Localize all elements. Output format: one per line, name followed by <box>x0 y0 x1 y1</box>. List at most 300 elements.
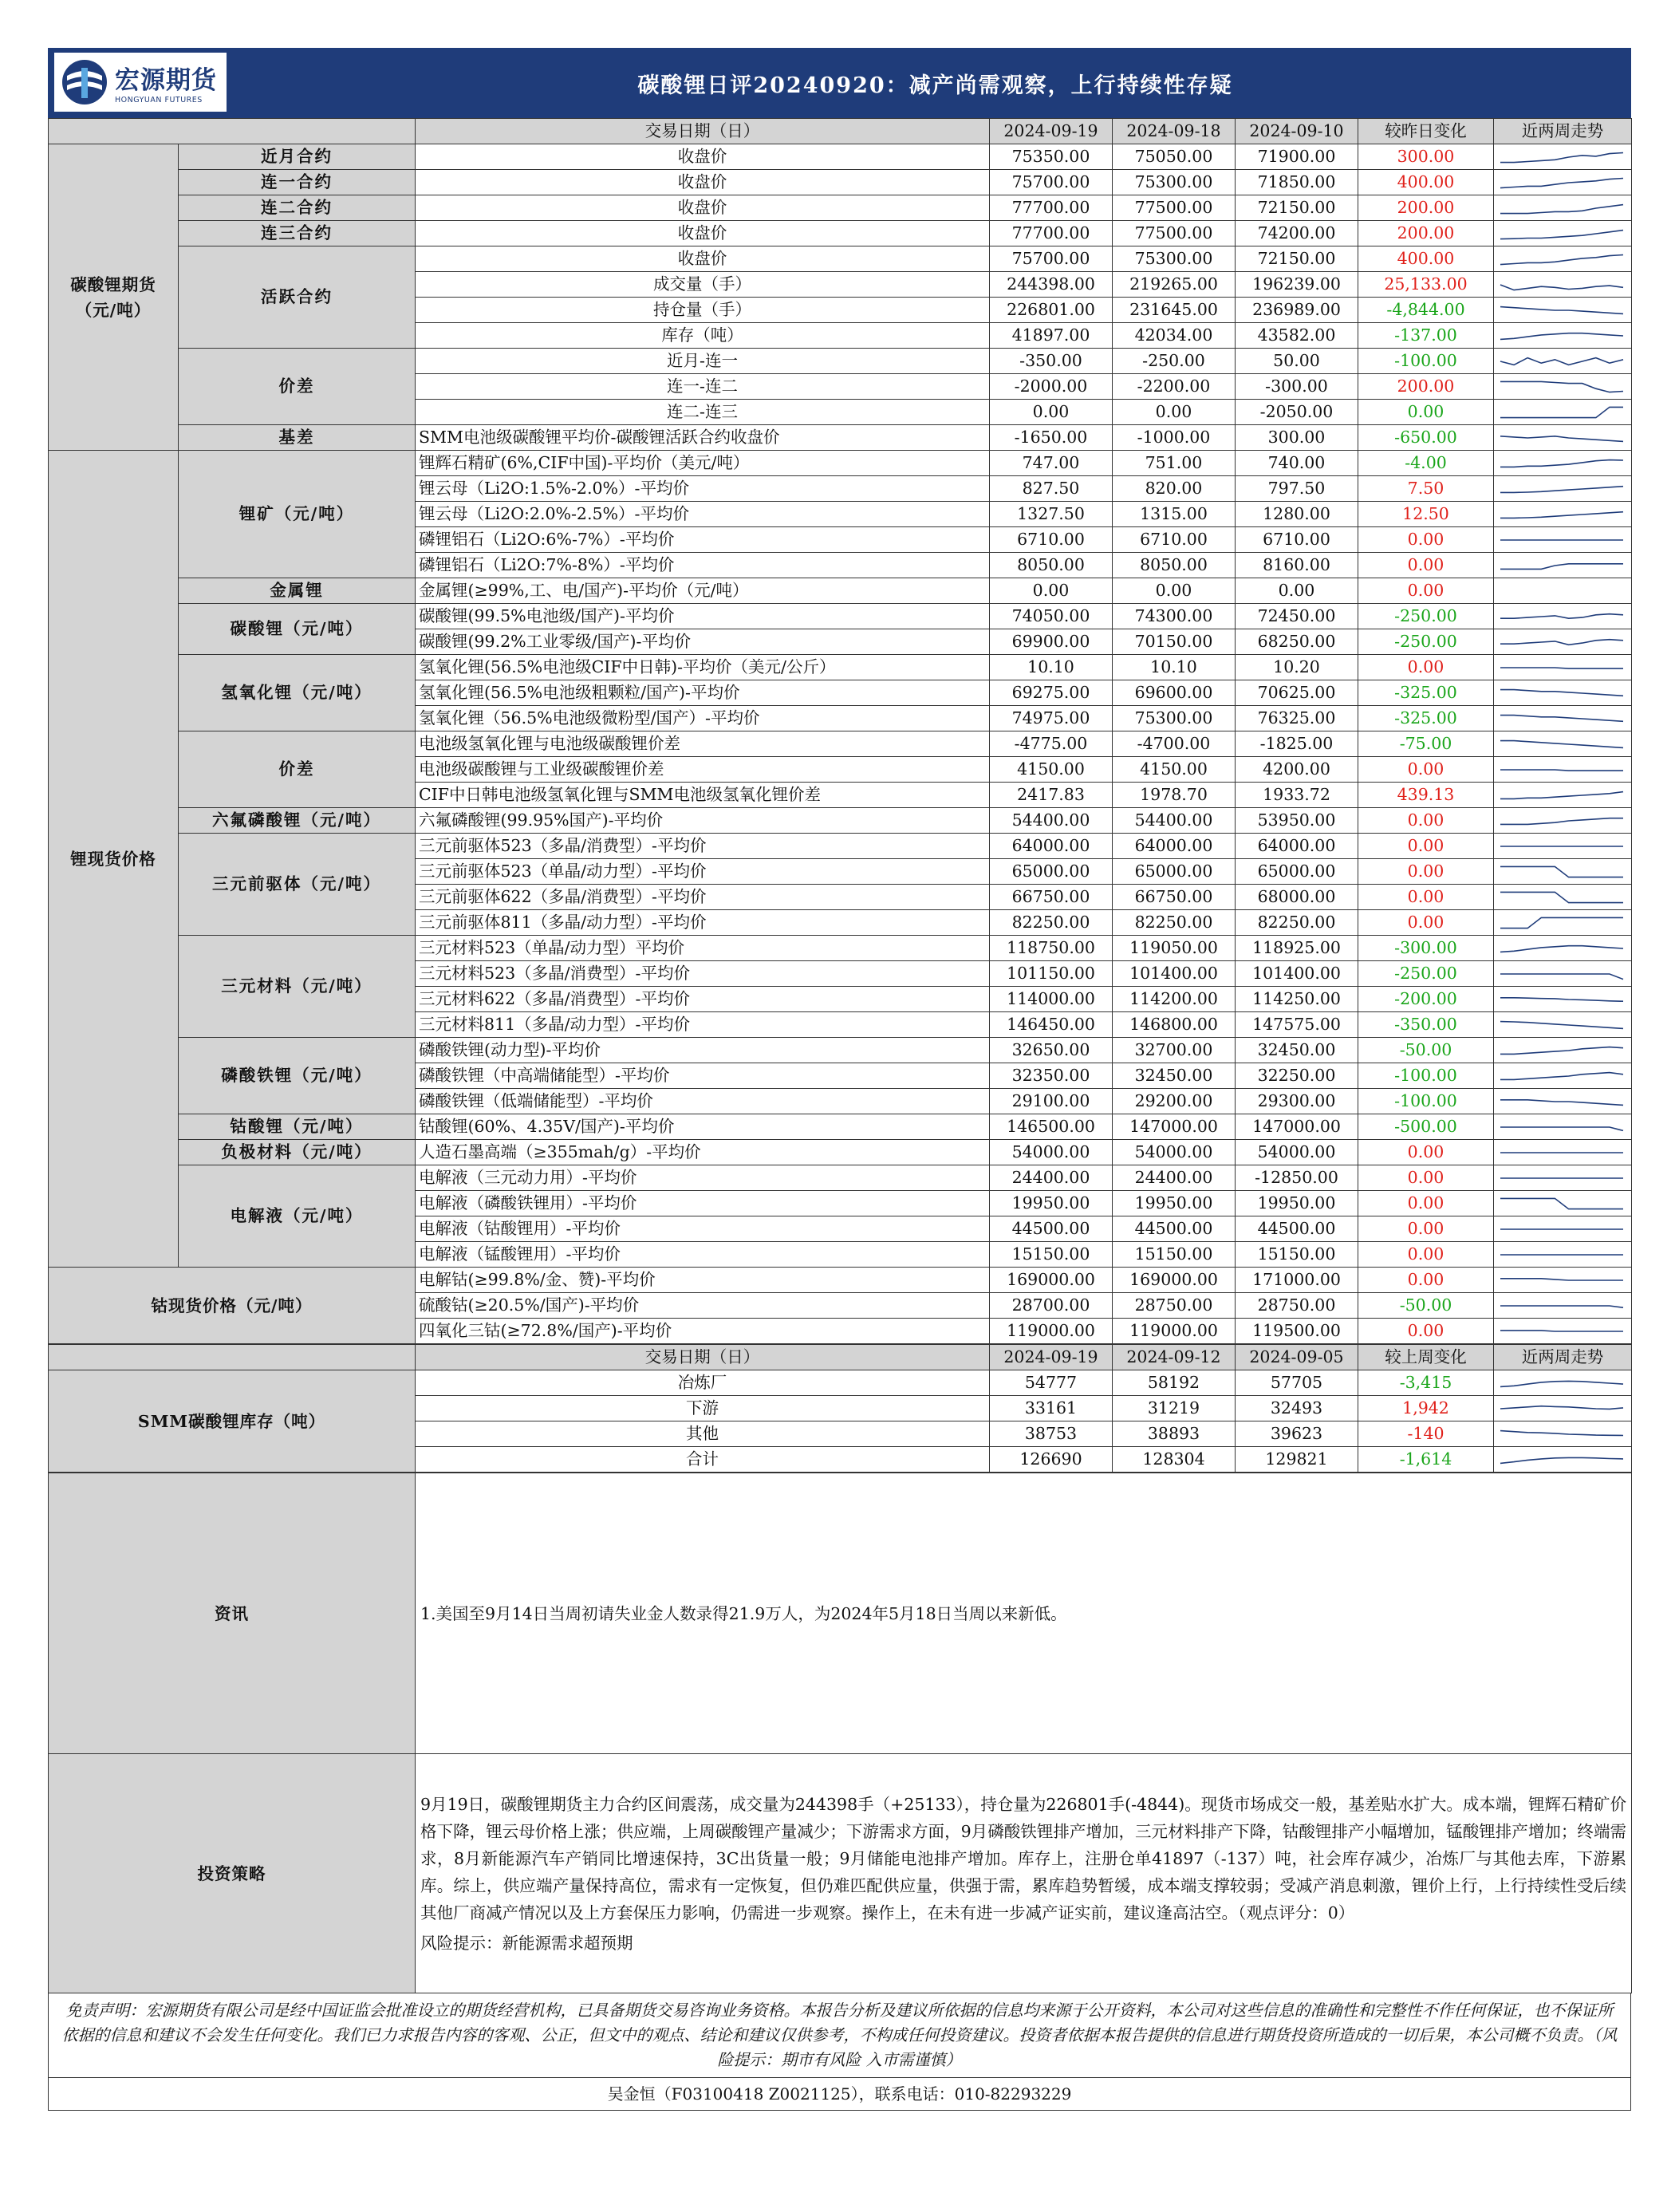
trend-sparkline <box>1494 1192 1630 1216</box>
change-cell: 25,133.00 <box>1358 272 1494 298</box>
sparkline <box>1500 1306 1623 1307</box>
value-cell: 797.50 <box>1236 476 1358 502</box>
change-cell: 400.00 <box>1358 246 1494 272</box>
value-cell: 38893 <box>1113 1421 1236 1447</box>
trend-cell <box>1494 144 1632 170</box>
sparkline <box>1500 178 1623 187</box>
trend-cell <box>1494 783 1632 808</box>
change-cell: 0.00 <box>1358 1216 1494 1242</box>
value-cell: 19950.00 <box>1236 1191 1358 1216</box>
row-item: 电解液（磷酸铁锂用）-平均价 <box>416 1191 990 1216</box>
value-cell: 39623 <box>1236 1421 1358 1447</box>
row-item: 三元材料523（多晶/消费型）-平均价 <box>416 961 990 987</box>
table-row <box>49 731 1632 757</box>
value-cell: -12850.00 <box>1236 1165 1358 1191</box>
change-cell: 400.00 <box>1358 170 1494 195</box>
table-row <box>49 195 1632 221</box>
value-cell: 32450.00 <box>1113 1063 1236 1089</box>
trend-sparkline <box>1494 375 1630 399</box>
value-cell: 71850.00 <box>1236 170 1358 195</box>
row-subcategory: 基差 <box>179 425 416 451</box>
change-cell: 7.50 <box>1358 476 1494 502</box>
row-item: 人造石墨高端（≥355mah/g）-平均价 <box>416 1140 990 1165</box>
value-cell: 72450.00 <box>1236 604 1358 629</box>
trend-sparkline <box>1494 1268 1630 1292</box>
trend-cell <box>1494 527 1632 553</box>
trend-cell <box>1494 834 1632 859</box>
trend-sparkline <box>1494 656 1630 680</box>
column-header: 交易日期（日） <box>416 1345 990 1370</box>
value-cell: 0.00 <box>990 578 1113 604</box>
value-cell: 0.00 <box>990 400 1113 425</box>
value-cell: 68000.00 <box>1236 885 1358 910</box>
trend-cell <box>1494 451 1632 476</box>
row-subcategory: 连一合约 <box>179 170 416 195</box>
change-cell: 0.00 <box>1358 808 1494 834</box>
value-cell: 32700.00 <box>1113 1038 1236 1063</box>
value-cell: 15150.00 <box>1236 1242 1358 1268</box>
row-item: 锂云母（Li2O:2.0%-2.5%）-平均价 <box>416 502 990 527</box>
trend-sparkline <box>1494 1294 1630 1318</box>
value-cell: 0.00 <box>1113 400 1236 425</box>
sparkline <box>1500 1406 1623 1409</box>
value-cell: 146800.00 <box>1113 1012 1236 1038</box>
value-cell: 69900.00 <box>990 629 1113 655</box>
row-item: 氢氧化锂（56.5%电池级微粉型/国产）-平均价 <box>416 706 990 731</box>
value-cell: 19950.00 <box>1113 1191 1236 1216</box>
trend-sparkline <box>1494 911 1630 935</box>
value-cell: 41897.00 <box>990 323 1113 349</box>
row-item: 锂云母（Li2O:1.5%-2.0%）-平均价 <box>416 476 990 502</box>
trend-sparkline <box>1494 1115 1630 1139</box>
row-item: 磷酸铁锂(动力型)-平均价 <box>416 1038 990 1063</box>
value-cell: 32350.00 <box>990 1063 1113 1089</box>
table-row <box>49 425 1632 451</box>
sparkline <box>1500 613 1623 618</box>
report-page <box>48 48 1631 2111</box>
row-subcategory: 六氟磷酸锂（元/吨） <box>179 808 416 834</box>
value-cell: -250.00 <box>1113 349 1236 374</box>
spot-group-label: 锂现货价格 <box>49 451 179 1268</box>
row-item: 电解液（三元动力用）-平均价 <box>416 1165 990 1191</box>
row-subcategory: 价差 <box>179 349 416 425</box>
row-item: 磷锂铝石（Li2O:7%-8%）-平均价 <box>416 553 990 578</box>
table-row <box>49 170 1632 195</box>
value-cell: 74050.00 <box>990 604 1113 629</box>
value-cell: -1825.00 <box>1236 731 1358 757</box>
trend-sparkline <box>1494 834 1630 858</box>
value-cell: -2000.00 <box>990 374 1113 400</box>
change-cell: 0.00 <box>1358 527 1494 553</box>
sparkline <box>1500 1330 1623 1331</box>
value-cell: -4700.00 <box>1113 731 1236 757</box>
row-item: 收盘价 <box>416 195 990 221</box>
trend-cell <box>1494 578 1632 604</box>
trend-cell <box>1494 629 1632 655</box>
row-subcategory: 电解液（元/吨） <box>179 1165 416 1268</box>
row-item: 三元材料622（多晶/消费型）-平均价 <box>416 987 990 1012</box>
trend-sparkline <box>1494 860 1630 884</box>
sparkline <box>1500 152 1623 162</box>
trend-sparkline <box>1494 936 1630 960</box>
value-cell: 54777 <box>990 1370 1113 1396</box>
trend-sparkline <box>1494 1166 1630 1190</box>
trend-cell <box>1494 425 1632 451</box>
row-item: 连二-连三 <box>416 400 990 425</box>
inventory-group-label: SMM碳酸锂库存（吨） <box>49 1370 416 1473</box>
futures-group-label: 碳酸锂期货（元/吨） <box>49 144 179 451</box>
row-item: 连一-连二 <box>416 374 990 400</box>
value-cell: 57705 <box>1236 1370 1358 1396</box>
trend-cell <box>1494 221 1632 246</box>
change-cell: 0.00 <box>1358 1242 1494 1268</box>
trend-sparkline <box>1494 171 1630 195</box>
sparkline <box>1500 689 1623 696</box>
logo-en-text: HONGYUAN FUTURES <box>115 96 203 104</box>
value-cell: 8050.00 <box>1113 553 1236 578</box>
trend-sparkline <box>1494 962 1630 986</box>
trend-sparkline <box>1494 1039 1630 1063</box>
row-item: 电解液（钴酸锂用）-平均价 <box>416 1216 990 1242</box>
row-item: 收盘价 <box>416 170 990 195</box>
change-cell: -325.00 <box>1358 680 1494 706</box>
value-cell: 146500.00 <box>990 1114 1113 1140</box>
value-cell: 129821 <box>1236 1447 1358 1473</box>
value-cell: 4150.00 <box>990 757 1113 783</box>
trend-sparkline <box>1494 732 1630 756</box>
value-cell: 10.20 <box>1236 655 1358 680</box>
value-cell: 114000.00 <box>990 987 1113 1012</box>
value-cell: -1000.00 <box>1113 425 1236 451</box>
change-cell: -650.00 <box>1358 425 1494 451</box>
trend-sparkline <box>1494 579 1630 603</box>
trend-cell <box>1494 272 1632 298</box>
change-cell: -250.00 <box>1358 604 1494 629</box>
value-cell: 65000.00 <box>1113 859 1236 885</box>
row-item: 三元前驱体811（多晶/动力型）-平均价 <box>416 910 990 936</box>
trend-sparkline <box>1494 273 1630 297</box>
change-cell: -350.00 <box>1358 1012 1494 1038</box>
table-row <box>49 1114 1632 1140</box>
change-cell: -50.00 <box>1358 1293 1494 1319</box>
value-cell: 77700.00 <box>990 221 1113 246</box>
change-cell: -100.00 <box>1358 1063 1494 1089</box>
value-cell: 68250.00 <box>1236 629 1358 655</box>
row-item: 碳酸锂(99.5%电池级/国产)-平均价 <box>416 604 990 629</box>
change-cell: 300.00 <box>1358 144 1494 170</box>
sparkline <box>1500 1381 1623 1386</box>
value-cell: -300.00 <box>1236 374 1358 400</box>
trend-sparkline <box>1494 451 1630 475</box>
table-row <box>49 1268 1632 1293</box>
trend-cell <box>1494 170 1632 195</box>
row-item: 磷酸铁锂（低端储能型）-平均价 <box>416 1089 990 1114</box>
table-row <box>49 834 1632 859</box>
value-cell: 118925.00 <box>1236 936 1358 961</box>
table-row <box>49 604 1632 629</box>
change-cell: -3,415 <box>1358 1370 1494 1396</box>
value-cell: 19950.00 <box>990 1191 1113 1216</box>
trend-cell <box>1494 859 1632 885</box>
trend-sparkline <box>1494 554 1630 578</box>
value-cell: 66750.00 <box>1113 885 1236 910</box>
change-cell: -140 <box>1358 1421 1494 1447</box>
disclaimer: 免责声明：宏源期货有限公司是经中国证监会批准设立的期货经营机构，已具备期货交易咨询业务资格。本报告分析及建议所依据的信息均来源于公开资料，本公司对这些信息的准确性和完整性不作任何保证，也不保证所依据的信息和建议不会发生任何变化。我们已力求报告内容的客观、公正，但文中的观点、结论和建议仅供参考，不构成任何投资建议。投资者依据本报告提供的信息进行期货投资所造成的一切后果，本公司概不负责。（风险提示：期市有风险 入市需谨慎） <box>61 2001 1618 2069</box>
column-header: 近两周走势 <box>1494 119 1632 144</box>
change-cell: 0.00 <box>1358 1268 1494 1293</box>
footer <box>48 1993 1631 2111</box>
logo-mark-icon <box>61 58 108 106</box>
value-cell: 6710.00 <box>1113 527 1236 553</box>
trend-sparkline <box>1494 145 1630 169</box>
value-cell: 29200.00 <box>1113 1089 1236 1114</box>
sparkline <box>1500 254 1623 264</box>
value-cell: 0.00 <box>1113 578 1236 604</box>
trend-cell <box>1494 298 1632 323</box>
cobalt-group-label: 钴现货价格（元/吨） <box>49 1268 416 1344</box>
sparkline <box>1500 866 1623 877</box>
value-cell: 147000.00 <box>1113 1114 1236 1140</box>
value-cell: 75050.00 <box>1113 144 1236 170</box>
change-cell: 0.00 <box>1358 859 1494 885</box>
trend-sparkline <box>1494 809 1630 833</box>
trend-sparkline <box>1494 349 1630 373</box>
strategy-label: 投资策略 <box>49 1754 416 1993</box>
trend-sparkline <box>1494 707 1630 731</box>
change-cell: -325.00 <box>1358 706 1494 731</box>
report-header <box>48 48 1631 118</box>
value-cell: 54000.00 <box>1113 1140 1236 1165</box>
trend-cell <box>1494 885 1632 910</box>
value-cell: 1315.00 <box>1113 502 1236 527</box>
trend-cell <box>1494 680 1632 706</box>
trend-cell <box>1494 1396 1632 1421</box>
change-cell: -300.00 <box>1358 936 1494 961</box>
row-item: 三元前驱体523（多晶/消费型）-平均价 <box>416 834 990 859</box>
sparkline <box>1500 357 1623 365</box>
news-text: 1.美国至9月14日当周初请失业金人数录得21.9万人，为2024年5月18日当周以来新低。 <box>416 1473 1632 1754</box>
trend-cell <box>1494 195 1632 221</box>
trend-sparkline <box>1494 1141 1630 1165</box>
trend-cell <box>1494 502 1632 527</box>
trend-sparkline <box>1494 681 1630 705</box>
trend-sparkline <box>1494 1448 1630 1472</box>
value-cell: 244398.00 <box>990 272 1113 298</box>
trend-cell <box>1494 1012 1632 1038</box>
sparkline <box>1500 974 1623 980</box>
report-title: 碳酸锂日评20240920：减产尚需观察，上行持续性存疑 <box>637 73 1233 98</box>
value-cell: 29100.00 <box>990 1089 1113 1114</box>
change-cell: 0.00 <box>1358 400 1494 425</box>
trend-cell <box>1494 1421 1632 1447</box>
value-cell: 751.00 <box>1113 451 1236 476</box>
row-item: 氢氧化锂(56.5%电池级CIF中日韩)-平均价（美元/公斤） <box>416 655 990 680</box>
change-cell: 0.00 <box>1358 553 1494 578</box>
row-item: 碳酸锂(99.2%工业零级/国产)-平均价 <box>416 629 990 655</box>
trend-sparkline <box>1494 426 1630 450</box>
column-header: 2024-09-19 <box>990 119 1113 144</box>
row-item: 冶炼厂 <box>416 1370 990 1396</box>
trend-sparkline <box>1494 222 1630 246</box>
value-cell: 74300.00 <box>1113 604 1236 629</box>
sparkline <box>1500 1198 1623 1209</box>
price-table <box>48 118 1632 1344</box>
row-item: 三元材料523（单晶/动力型）平均价 <box>416 936 990 961</box>
trend-cell <box>1494 1038 1632 1063</box>
sparkline <box>1500 1072 1623 1079</box>
column-header: 较上周变化 <box>1358 1345 1494 1370</box>
value-cell: 70625.00 <box>1236 680 1358 706</box>
trend-sparkline <box>1494 298 1630 322</box>
trend-sparkline <box>1494 1397 1630 1421</box>
value-cell: 32250.00 <box>1236 1063 1358 1089</box>
column-header: 较昨日变化 <box>1358 119 1494 144</box>
row-item: 电解钴(≥99.8%/金、赞)-平均价 <box>416 1268 990 1293</box>
trend-cell <box>1494 1268 1632 1293</box>
trend-cell <box>1494 757 1632 783</box>
change-cell: 200.00 <box>1358 221 1494 246</box>
table-row <box>49 578 1632 604</box>
value-cell: 169000.00 <box>990 1268 1113 1293</box>
row-item: 金属锂(≥99%,工、电/国产)-平均价（元/吨） <box>416 578 990 604</box>
trend-sparkline <box>1494 1013 1630 1037</box>
change-cell: 0.00 <box>1358 655 1494 680</box>
value-cell: 4200.00 <box>1236 757 1358 783</box>
row-item: 收盘价 <box>416 246 990 272</box>
trend-sparkline <box>1494 528 1630 552</box>
inventory-table <box>48 1344 1632 1473</box>
value-cell: 76325.00 <box>1236 706 1358 731</box>
value-cell: 24400.00 <box>990 1165 1113 1191</box>
value-cell: 77700.00 <box>990 195 1113 221</box>
change-cell: -1,614 <box>1358 1447 1494 1473</box>
trend-sparkline <box>1494 477 1630 501</box>
value-cell: 8160.00 <box>1236 553 1358 578</box>
trend-cell <box>1494 1370 1632 1396</box>
change-cell: -100.00 <box>1358 349 1494 374</box>
value-cell: 1978.70 <box>1113 783 1236 808</box>
change-cell: 0.00 <box>1358 885 1494 910</box>
trend-cell <box>1494 910 1632 936</box>
value-cell: 75300.00 <box>1113 170 1236 195</box>
value-cell: 128304 <box>1113 1447 1236 1473</box>
value-cell: 24400.00 <box>1113 1165 1236 1191</box>
change-cell: 200.00 <box>1358 195 1494 221</box>
row-item: 持仓量（手） <box>416 298 990 323</box>
value-cell: -350.00 <box>990 349 1113 374</box>
row-item: 电池级氢氧化锂与电池级碳酸锂价差 <box>416 731 990 757</box>
value-cell: 53950.00 <box>1236 808 1358 834</box>
contact-line: 吴金恒（F03100418 Z0021125），联系电话：010-82293229 <box>49 2077 1630 2110</box>
news-label: 资讯 <box>49 1473 416 1754</box>
trend-sparkline <box>1494 1217 1630 1241</box>
trend-sparkline <box>1494 1064 1630 1088</box>
trend-cell <box>1494 1447 1632 1473</box>
value-cell: 740.00 <box>1236 451 1358 476</box>
row-item: 三元前驱体523（单晶/动力型）-平均价 <box>416 859 990 885</box>
strategy-text: 9月19日，碳酸锂期货主力合约区间震荡，成交量为244398手（+25133），持仓量为226801手(-4844)。现货市场成交一般，基差贴水扩大。成本端，锂辉石精矿价格下降，锂云母价格上涨；供应端，上周碳酸锂产量减少；下游需求方面，9月磷酸铁锂排产增加，三元材料排产下降，钴酸锂排产小幅增加，锰酸锂排产增加；终端需求，8月新能源汽车产销同比增速保持，3C出货量一般；9月储能电池排产增加。库存上，注册仓单41897（-137）吨，社会库存减少，冶炼厂与其他去库，下游累库。综上，供应端产量保持高位，需求有一定恢复，但仍难匹配供应量，供强于需，累库趋势暂缓，成本端支撑较弱；受减产消息刺激，锂价上行，上行持续性受后续其他厂商减产情况以及上方套保压力影响，仍需进一步观察。操作上，在未有进一步减产证实前，建议逢高沽空。（观点评分：0） <box>420 1794 1626 1922</box>
change-cell: -200.00 <box>1358 987 1494 1012</box>
change-cell: 200.00 <box>1358 374 1494 400</box>
trend-cell <box>1494 246 1632 272</box>
sparkline <box>1500 770 1623 771</box>
column-header: 2024-09-12 <box>1113 1345 1236 1370</box>
trend-cell <box>1494 731 1632 757</box>
sparkline <box>1500 639 1623 645</box>
trend-cell <box>1494 349 1632 374</box>
change-cell: 0.00 <box>1358 910 1494 936</box>
trend-cell <box>1494 961 1632 987</box>
change-cell: 0.00 <box>1358 1319 1494 1344</box>
trend-sparkline <box>1494 885 1630 909</box>
change-cell: 0.00 <box>1358 1140 1494 1165</box>
table-row <box>49 936 1632 961</box>
sparkline <box>1500 563 1623 569</box>
row-subcategory: 锂矿（元/吨） <box>179 451 416 578</box>
table-row <box>49 451 1632 476</box>
trend-sparkline <box>1494 783 1630 807</box>
sparkline <box>1500 436 1623 441</box>
value-cell: 82250.00 <box>990 910 1113 936</box>
change-cell: -250.00 <box>1358 961 1494 987</box>
value-cell: 114250.00 <box>1236 987 1358 1012</box>
risk-note: 风险提示：新能源需求超预期 <box>420 1933 633 1953</box>
row-item: 近月-连一 <box>416 349 990 374</box>
value-cell: -4775.00 <box>990 731 1113 757</box>
change-cell: -50.00 <box>1358 1038 1494 1063</box>
value-cell: 6710.00 <box>990 527 1113 553</box>
sparkline <box>1500 230 1623 239</box>
value-cell: 54000.00 <box>990 1140 1113 1165</box>
row-item: 硫酸钴(≥20.5%/国产)-平均价 <box>416 1293 990 1319</box>
sparkline <box>1500 791 1623 798</box>
sparkline <box>1500 1047 1623 1054</box>
value-cell: 4150.00 <box>1113 757 1236 783</box>
trend-sparkline <box>1494 1319 1630 1343</box>
row-item: 库存（吨） <box>416 323 990 349</box>
trend-sparkline <box>1494 1090 1630 1114</box>
change-cell: -4.00 <box>1358 451 1494 476</box>
row-subcategory: 金属锂 <box>179 578 416 604</box>
row-subcategory: 磷酸铁锂（元/吨） <box>179 1038 416 1114</box>
value-cell: 64000.00 <box>1236 834 1358 859</box>
value-cell: 65000.00 <box>990 859 1113 885</box>
trend-cell <box>1494 936 1632 961</box>
row-item: 下游 <box>416 1396 990 1421</box>
value-cell: 33161 <box>990 1396 1113 1421</box>
sparkline <box>1500 1457 1623 1463</box>
trend-cell <box>1494 1114 1632 1140</box>
value-cell: 50.00 <box>1236 349 1358 374</box>
row-item: 三元前驱体622（多晶/消费型）-平均价 <box>416 885 990 910</box>
change-cell: -250.00 <box>1358 629 1494 655</box>
value-cell: 82250.00 <box>1113 910 1236 936</box>
trend-cell <box>1494 323 1632 349</box>
value-cell: 71900.00 <box>1236 144 1358 170</box>
value-cell: 44500.00 <box>990 1216 1113 1242</box>
sparkline <box>1500 715 1623 721</box>
trend-cell <box>1494 1191 1632 1216</box>
value-cell: 147575.00 <box>1236 1012 1358 1038</box>
change-cell: -500.00 <box>1358 1114 1494 1140</box>
change-cell: 12.50 <box>1358 502 1494 527</box>
value-cell: 15150.00 <box>1113 1242 1236 1268</box>
row-item: 六氟磷酸锂(99.95%国产)-平均价 <box>416 808 990 834</box>
trend-cell <box>1494 374 1632 400</box>
value-cell: 2417.83 <box>990 783 1113 808</box>
row-item: 电解液（锰酸锂用）-平均价 <box>416 1242 990 1268</box>
trend-sparkline <box>1494 324 1630 348</box>
